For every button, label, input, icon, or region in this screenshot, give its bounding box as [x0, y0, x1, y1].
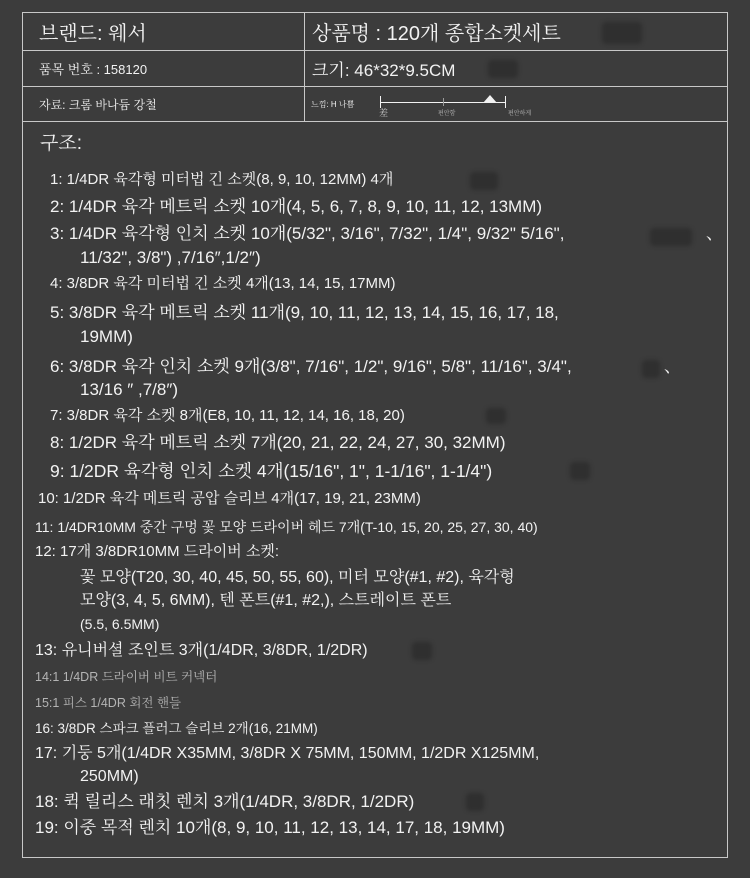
- feel-scale-tick: [443, 98, 444, 106]
- structure-item-line: 3: 1/4DR 육각형 인치 소켓 10개(5/32", 3/16", 7/32", 1/4", 9/32" 5/16",: [50, 224, 565, 243]
- structure-item-line: 17: 기둥 5개(1/4DR X35MM, 3/8DR X 75MM, 150MM, 1/2DR X125MM,: [35, 745, 540, 762]
- feel-scale-label: 편안함: [438, 111, 456, 117]
- structure-item-line: 8: 1/2DR 육각 메트릭 소켓 7개(20, 21, 22, 24, 27, 30, 32MM): [50, 433, 506, 452]
- structure-title: 구조:: [40, 133, 82, 154]
- structure-item-line: 18: 퀵 릴리스 래칫 렌치 3개(1/4DR, 3/8DR, 1/2DR): [35, 792, 415, 811]
- structure-section: [22, 121, 728, 858]
- structure-item-tail: 、: [706, 224, 723, 243]
- brand-cell: [23, 13, 305, 50]
- structure-item-line: (5.5, 6.5MM): [80, 616, 160, 632]
- smudge: [486, 408, 506, 424]
- smudge: [466, 793, 484, 811]
- smudge: [412, 642, 432, 660]
- structure-item-line: 16: 3/8DR 스파크 플러그 슬리브 2개(16, 21MM): [35, 721, 318, 736]
- feel-scale-cell: [305, 87, 727, 122]
- feel-indicator-triangle-icon: [483, 95, 497, 103]
- material-cell: [23, 87, 305, 122]
- feel-scale-label: 편안하게: [508, 111, 532, 117]
- structure-item-line: 4: 3/8DR 육각 미터법 긴 소켓 4개(13, 14, 15, 17MM): [50, 275, 396, 292]
- structure-item-line: 14:1 1/4DR 드라이버 비트 커넥터: [35, 670, 218, 684]
- product-name-text: 상품명 : 120개 종합소켓세트: [312, 23, 561, 45]
- structure-item-line: 꽃 모양(T20, 30, 40, 45, 50, 55, 60), 미터 모양(#1, #2), 육각형: [80, 569, 515, 586]
- structure-item-line: 12: 17개 3/8DR10MM 드라이버 소켓:: [35, 543, 279, 560]
- structure-item-line: 15:1 피스 1/4DR 회전 핸들: [35, 696, 182, 710]
- structure-item-line: 11: 1/4DR10MM 중간 구멍 꽃 모양 드라이버 헤드 7개(T-10, 15, 20, 25, 27, 30, 40): [35, 519, 538, 535]
- feel-scale-tick: [505, 96, 506, 108]
- material-text: 자료: 크롬 바나듐 강철: [39, 98, 157, 112]
- structure-item-line: 모양(3, 4, 5, 6MM), 텐 폰트(#1, #2,), 스트레이트 폰트: [80, 592, 452, 609]
- header-row-item-number: [23, 51, 727, 87]
- item-number-text: 품목 번호 : 158120: [39, 62, 148, 77]
- structure-item-line: 19MM): [80, 327, 133, 346]
- product-name-cell: [305, 13, 727, 50]
- item-number-cell: [23, 51, 305, 86]
- structure-item-line: 19: 이중 목적 렌치 10개(8, 9, 10, 11, 12, 13, 14, 17, 18, 19MM): [35, 818, 505, 837]
- smudge: [570, 462, 590, 480]
- structure-item-line: 1: 1/4DR 육각형 미터법 긴 소켓(8, 9, 10, 12MM) 4개: [50, 171, 394, 188]
- structure-item-tail: 、: [664, 357, 681, 376]
- structure-item-line: 6: 3/8DR 육각 인치 소켓 9개(3/8", 7/16", 1/2", 9/16", 5/8", 11/16", 3/4",: [50, 357, 572, 376]
- structure-item-line: 10: 1/2DR 육각 메트릭 공압 슬리브 4개(17, 19, 21, 23MM): [38, 490, 421, 507]
- structure-item-line: 5: 3/8DR 육각 메트릭 소켓 11개(9, 10, 11, 12, 13, 14, 15, 16, 17, 18,: [50, 303, 559, 322]
- structure-item-line: 13: 유니버셜 조인트 3개(1/4DR, 3/8DR, 1/2DR): [35, 642, 368, 659]
- smudge: [650, 228, 692, 246]
- size-text: 크기: 46*32*9.5CM: [312, 61, 456, 80]
- brand-text: 브랜드: 웨서: [39, 23, 147, 45]
- structure-item-line: 250MM): [80, 768, 139, 785]
- smudge: [488, 60, 518, 78]
- smudge: [602, 22, 642, 44]
- structure-item-line: 7: 3/8DR 육각 소켓 8개(E8, 10, 11, 12, 14, 16, 18, 20): [50, 407, 405, 424]
- feel-label: 느낌: H 나쁨: [311, 100, 355, 109]
- structure-item-line: 9: 1/2DR 육각형 인치 소켓 4개(15/16", 1", 1-1/16", 1-1/4"): [50, 461, 493, 481]
- feel-scale-label: 差: [379, 108, 389, 118]
- smudge: [470, 172, 498, 190]
- structure-item-line: 2: 1/4DR 육각 메트릭 소켓 10개(4, 5, 6, 7, 8, 9, 10, 11, 12, 13MM): [50, 197, 543, 216]
- structure-item-line: 11/32", 3/8") ,7/16″,1/2″): [80, 248, 261, 267]
- smudge: [642, 360, 660, 378]
- header-row-material: [23, 87, 727, 122]
- structure-item-line: 13/16 ″ ,7/8″): [80, 380, 179, 399]
